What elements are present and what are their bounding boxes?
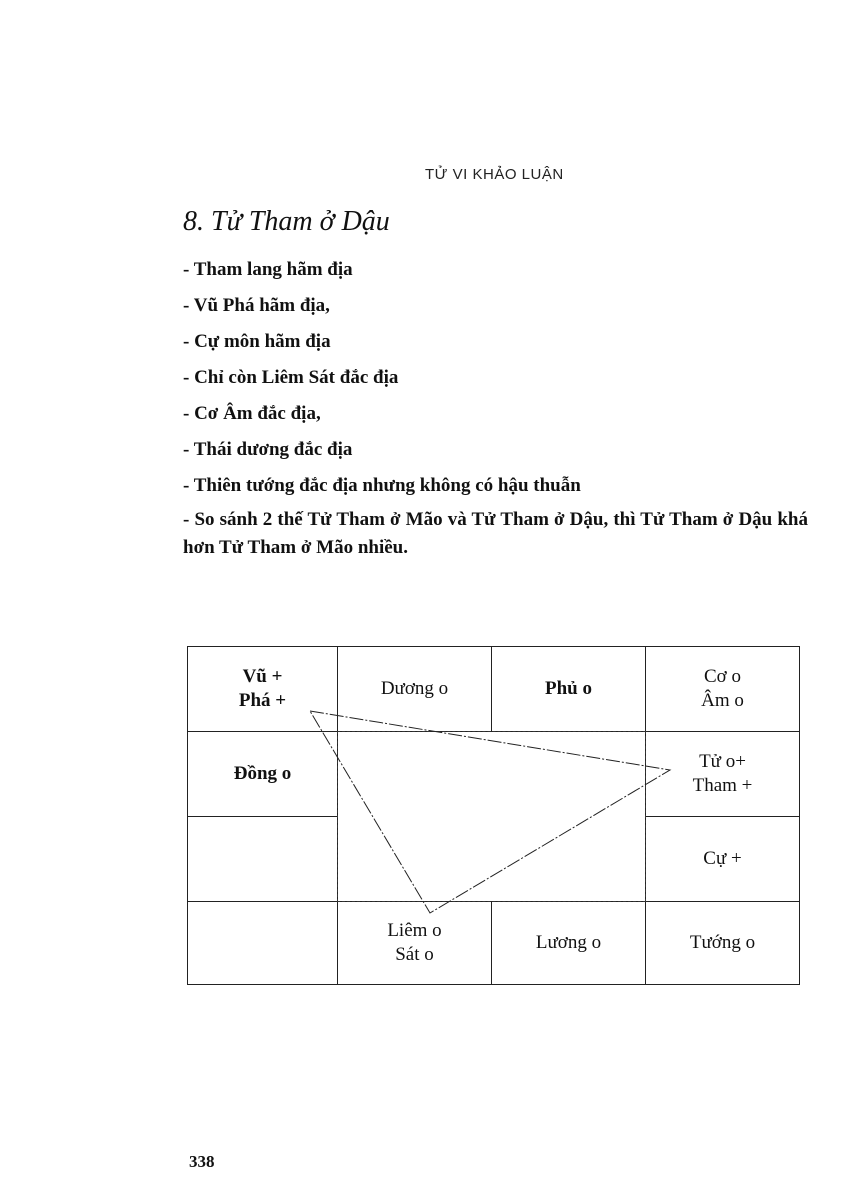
star: Sát o [395,944,434,965]
chart-center [337,731,646,902]
palace-than [645,646,800,732]
palace-mao [187,816,338,902]
palace-hoi [645,901,800,985]
star: Tham + [692,775,753,796]
section-title: 8. Tử Tham ở Dậu [183,206,390,237]
palace-ty-rat [491,901,646,985]
star: Tử o+ [699,751,746,772]
palace-dan [187,901,338,985]
bullet-list [183,252,808,504]
bullet-item: - Chỉ còn Liêm Sát đắc địa [183,367,399,388]
horoscope-chart [187,646,800,985]
bullet-item: - Thiên tướng đắc địa nhưng không có hậu thuẫn [183,475,581,496]
star: Âm o [701,690,744,711]
palace-ngo [337,646,492,732]
star: Tướng o [689,932,756,953]
star: Lương o [535,932,602,953]
palace-ty [187,646,338,732]
star: Phủ o [545,678,592,699]
bullet-item: - Cự môn hãm địa [183,331,331,352]
star: Đồng o [233,763,292,784]
bullet-item: - Tham lang hãm địa [183,259,353,280]
star: Phá + [238,690,287,711]
star: Cơ o [704,666,741,687]
star: Vũ + [242,666,283,687]
page-number: 338 [189,1152,215,1171]
palace-mui [491,646,646,732]
palace-thin [187,731,338,817]
palace-tuat [645,816,800,902]
bullet-item: - Vũ Phá hãm địa, [183,295,330,316]
star: Dương o [380,678,449,699]
conclusion-paragraph: - So sánh 2 thế Tử Tham ở Mão và Tử Tham ở Dậu, thì Tử Tham ở Dậu khá hơn Tử Tham ở Mão nhiều. [183,509,808,558]
star: Liêm o [387,920,442,941]
star: Cự + [703,848,742,869]
bullet-item: - Cơ Âm đắc địa, [183,403,321,424]
palace-suu [337,901,492,985]
running-header: TỬ VI KHẢO LUẬN [425,166,564,183]
palace-dau [645,731,800,817]
bullet-item: - Thái dương đắc địa [183,439,353,460]
